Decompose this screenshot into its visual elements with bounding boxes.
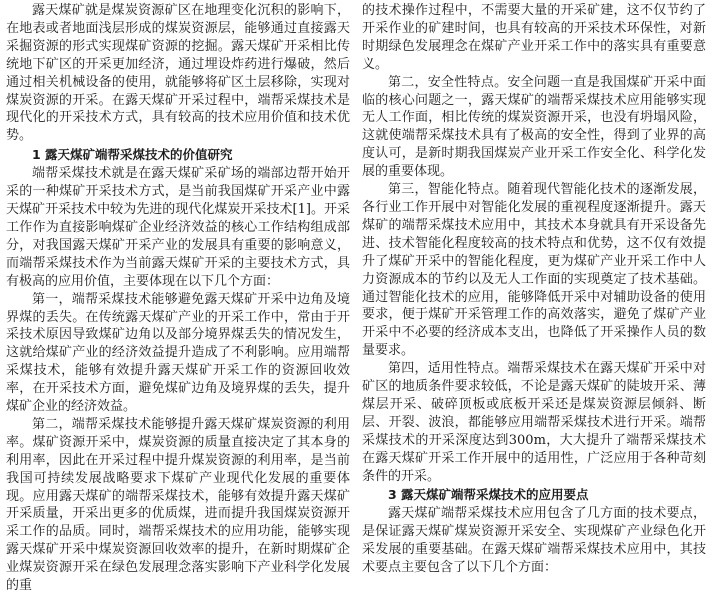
left-column: [6, 2, 350, 595]
paragraph-second: 第二，端帮采煤技术能够提升露天煤矿煤炭资源的利用率。煤矿资源开采中，煤炭资源的质量直接决定了其本身的利用率，因此在开采过程中提升煤炭资源的利用率，是当前我国可持续发展战略要求下煤矿产业现代化发展的重要体现。应用露天煤矿的端帮采煤技术，能够有效提升露天煤矿开采质量，开采出更多的优质煤，进而提升我国煤炭资源开采工作的品质。同时，端帮采煤技术的应用功能，能够实现露天煤矿开采中煤炭资源回收效率的提升，在新时期煤矿企业煤炭资源开采在绿色发展理念落实影响下产业科学化发展的重: [6, 416, 350, 594]
paragraph-applicability: 第四，适用性特点。端帮采煤技术在露天煤矿开采中对矿区的地质条件要求较低，不论是露天煤矿的陡坡开采、薄煤层开采、破碎顶板或底板开采还是煤炭资源层倾斜、断层、开裂、波浪，都能够应用端帮采煤技术进行开采。端帮采煤技术的开采深度达到300m，大大提升了端帮采煤技术在露天煤矿开采工作开展中的适用性，广泛应用于各种苛刻条件的开采。: [362, 361, 706, 484]
section-heading-1: 1 露天煤矿端帮采煤技术的价值研究: [32, 147, 233, 163]
paragraph-continuation: 的技术操作过程中，不需要大量的开采矿建，这不仅节约了开采作业的矿建时间，也具有较高的开采技术环保性，对新时期绿色发展理念在煤矿产业开采工作中的落实具有重要意义。: [362, 3, 706, 72]
paragraph-safety: 第二，安全性特点。安全问题一直是我国煤矿开采中面临的核心问题之一，露天煤矿的端帮采煤技术应用能够实现无人工作面，相比传统的煤炭资源开采，也没有坍塌风险，这就使端帮采煤技术具有了极高的安全性，得到了业界的高度认可，是新时期我国煤炭产业开采工作安全化、科学化发展的重要体现。: [362, 74, 706, 180]
right-column: [362, 2, 706, 577]
paragraph-first: 第一，端帮采煤技术能够避免露天煤矿开采中边角及境界煤的丢失。在传统露天煤矿产业的开采工作中，常由于开采技术原因导致煤矿边角以及部分境界煤丢失的情况发生，这就给煤矿产业的经济效益提升造成了不利影响。应用端帮采煤技术，能够有效提升露天煤矿开采工作的资源回收效率，在开采技术方面，避免煤矿边角及境界煤的丢失，提升煤矿企业的经济效益。: [6, 291, 350, 415]
paragraph-intro: 露天煤矿就是煤炭资源矿区在地理变化沉积的影响下，在地表或者地面浅层形成的煤炭资源层，能够通过直接露天采掘资源的形式实现煤矿资源的挖掘。露天煤矿开采相比传统地下矿区的开采更加经济，通过埋设炸药进行爆破，然后通过相关机械设备的使用，就能够将矿区土层移除，实现对煤炭资源的开采。在露天煤矿开采过程中，端帮采煤技术是现代化的开采技术方式，具有较高的技术应用价值和技术优势。: [6, 3, 350, 144]
paragraph-value: 端帮采煤技术就是在露天煤矿采矿场的端部边帮开始开采的一种煤矿开采技术方式，是当前我国煤矿开采产业中露天煤矿开采技术中较为先进的现代化煤炭开采技术[1]。开采工作作为直接影响煤矿企业经济效益的核心工作结构组成部分，对我国露天煤矿开采产业的发展具有重要的影响意义，而端帮采煤技术作为当前露天煤矿开采的主要技术方式，具有极高的应用价值，主要体现在以下几个方面：: [6, 166, 350, 289]
paragraph-intelligent: 第三，智能化特点。随着现代智能化技术的逐渐发展，各行业工作开展中对智能化发展的重视程度逐渐提升。露天煤矿的端帮采煤技术应用中，其技术本身就具有开采设备先进、技术智能化程度较高的技术特点和优势，这不仅有效提升了煤矿开采中的智能化程度，更为煤矿产业开采工作中人力资源成本的节约以及无人工作面的实现奠定了技术基础。通过智能化技术的应用，能够降低开采中对辅助设备的使用要求，便于煤矿开采管理工作的高效落实，避免了煤矿产业开采中不必要的经济成本支出，也降低了开采操作人员的数量要求。: [362, 182, 706, 359]
paragraph-points: 露天煤矿端帮采煤技术应用包含了几方面的技术要点，是保证露天煤矿煤炭资源开采安全、实现煤矿产业绿色化开采发展的重要基础。在露天煤矿端帮采煤技术应用中，其技术要点主要包含了以下几个方面：: [362, 506, 706, 576]
section-heading-3: 3 露天煤矿端帮采煤技术的应用要点: [388, 487, 589, 503]
